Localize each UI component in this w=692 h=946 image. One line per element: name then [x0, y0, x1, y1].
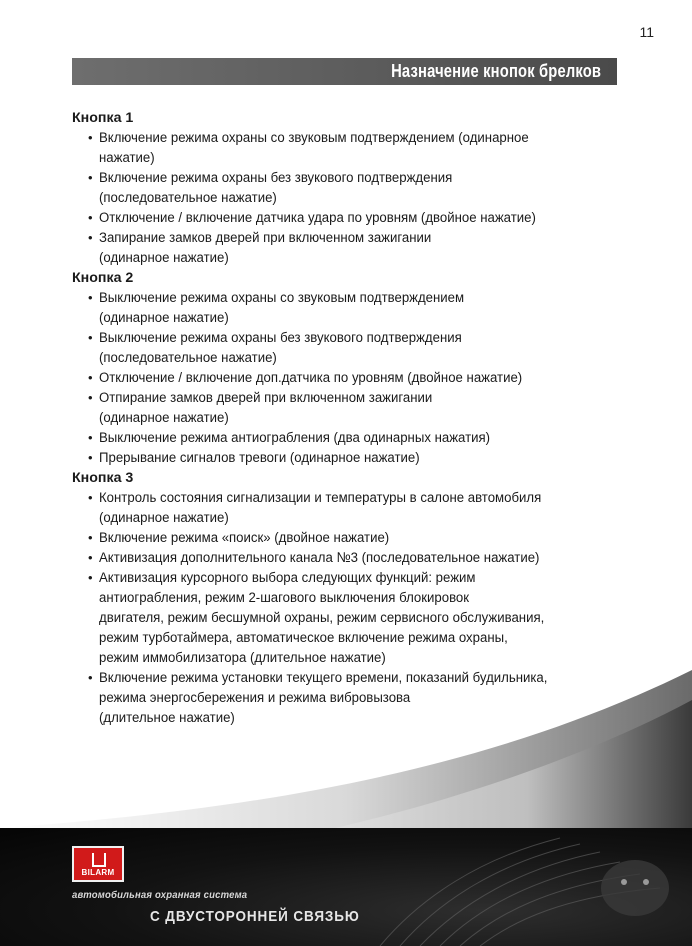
list-item-line: двигателя, режим бесшумной охраны, режим сервисного обслуживания,	[99, 610, 545, 626]
section-heading: Кнопка 3	[72, 470, 134, 486]
list-item-line: режим турботаймера, автоматическое включение режима охраны,	[99, 630, 508, 646]
list-item	[88, 288, 632, 328]
list-item-line: (одинарное нажатие)	[99, 410, 229, 426]
list-item	[88, 168, 632, 208]
list-item-line: • Включение режима охраны без звукового подтверждения	[99, 170, 453, 186]
section-list	[72, 128, 632, 268]
decorative-swoosh	[0, 640, 692, 840]
list-item-line: • Отключение / включение доп.датчика по уровням (двойное нажатие)	[99, 370, 523, 386]
list-item	[88, 428, 632, 448]
section-list	[72, 288, 632, 468]
list-item-line: антиограбления, режим 2-шагового выключения блокировок	[99, 590, 470, 606]
section-heading: Кнопка 2	[72, 270, 134, 286]
page-number: 11	[639, 24, 654, 40]
list-item-line: (последовательное нажатие)	[99, 190, 277, 206]
list-item	[88, 228, 632, 268]
section-heading: Кнопка 1	[72, 110, 134, 126]
list-item	[88, 368, 632, 388]
list-item-line: • Выключение режима охраны без звукового подтверждения	[99, 330, 462, 346]
list-item-line: • Включение режима охраны со звуковым подтверждением (одинарное	[99, 130, 529, 146]
list-item	[88, 448, 632, 468]
page-title: Назначение кнопок брелков	[390, 61, 601, 81]
tagline-line-2: С ДВУСТОРОННЕЙ СВЯЗЬЮ	[150, 908, 360, 925]
list-item	[88, 328, 632, 368]
list-item-line: • Включение режима «поиск» (двойное нажатие)	[99, 530, 390, 546]
bilarm-logo	[72, 846, 124, 882]
list-item-line: (одинарное нажатие)	[99, 250, 229, 266]
list-item-line: режима энергосбережения и режима вибровызова	[99, 690, 411, 706]
list-item-line: • Отключение / включение датчика удара по уровням (двойное нажатие)	[99, 210, 536, 226]
logo-emblem-icon	[92, 853, 106, 867]
list-item-line: (одинарное нажатие)	[99, 510, 229, 526]
list-item-line: • Активизация дополнительного канала №3 (последовательное нажатие)	[99, 550, 540, 566]
list-item-line: • Выключение режима охраны со звуковым подтверждением	[99, 290, 465, 306]
list-item	[88, 528, 632, 548]
list-item-line: нажатие)	[99, 150, 155, 166]
title-bar	[72, 58, 617, 85]
list-item-line: • Включение режима установки текущего времени, показаний будильника,	[99, 670, 548, 686]
list-item	[88, 488, 632, 528]
footer-banner	[0, 828, 692, 946]
list-item-line: • Выключение режима антиограбления (два одинарных нажатия)	[99, 430, 491, 446]
list-item-line: режим иммобилизатора (длительное нажатие)	[99, 650, 386, 666]
list-item-line: • Отпирание замков дверей при включенном зажигании	[99, 390, 433, 406]
list-item	[88, 128, 632, 168]
button-descriptions	[72, 108, 632, 728]
list-item	[88, 388, 632, 428]
list-item	[88, 548, 632, 568]
list-item-line: (длительное нажатие)	[99, 710, 235, 726]
list-item-line: (последовательное нажатие)	[99, 350, 277, 366]
list-item	[88, 208, 632, 228]
tagline-line-1: автомобильная охранная система	[72, 890, 248, 901]
list-item-line: • Контроль состояния сигнализации и температуры в салоне автомобиля	[99, 490, 542, 506]
list-item-line: (одинарное нажатие)	[99, 310, 229, 326]
list-item-line: • Запирание замков дверей при включенном зажигании	[99, 230, 432, 246]
list-item-line: • Активизация курсорного выбора следующих функций: режим	[99, 570, 476, 586]
logo-text: BILARM	[81, 868, 115, 877]
list-item-line: • Прерывание сигналов тревоги (одинарное нажатие)	[99, 450, 420, 466]
